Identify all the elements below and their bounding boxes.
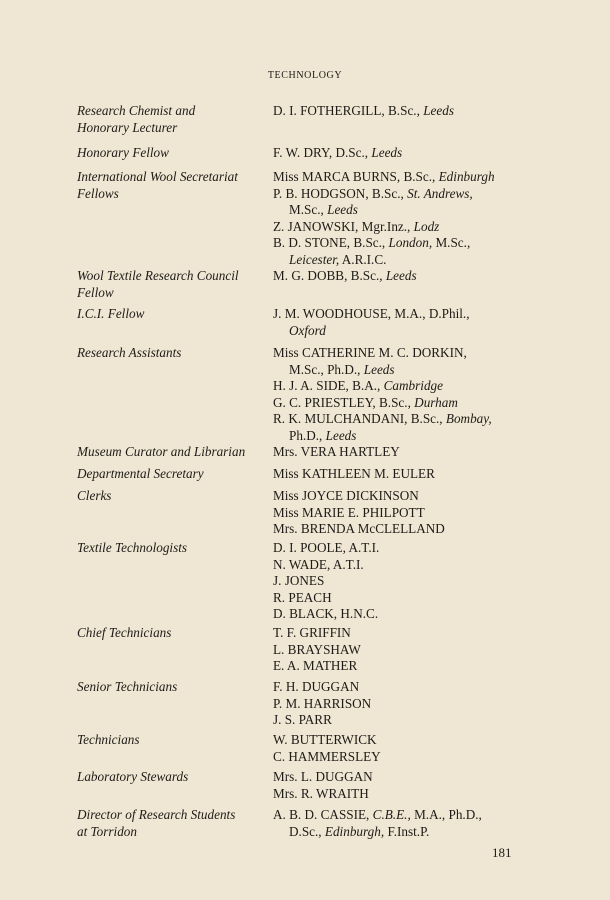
person-line [273,395,528,412]
name-text: R. PEACH [273,589,332,605]
name-text: F. W. DRY, D.Sc., [273,145,372,160]
person-line [273,488,528,505]
place-text: Durham [414,394,458,410]
role-title [77,169,257,202]
person-list [273,807,528,840]
name-text: M.Sc., Ph.D., [289,361,364,377]
person-list [273,169,528,268]
role-line: I.C.I. Fellow [77,306,145,321]
person-line [273,428,528,445]
running-header: TECHNOLOGY [267,70,343,81]
place-text: C.B.E., [372,807,411,822]
name-text: R. K. MULCHANDANI, B.Sc., [273,411,446,426]
name-text: Miss JOYCE DICKINSON [273,488,419,503]
name-text: Miss MARIE E. PHILPOTT [273,504,425,520]
person-line [273,505,528,522]
person-line [273,712,528,729]
person-list [273,625,528,675]
name-text: Mrs. VERA HARTLEY [273,444,400,459]
name-text: B. D. STONE, B.Sc., [273,235,389,250]
person-line [273,557,528,574]
name-text: H. J. A. SIDE, B.A., [273,378,384,393]
person-line [273,732,528,749]
role-line: Clerks [77,488,112,503]
person-line [273,378,528,395]
place-text: St. Andrews, [407,185,473,201]
role-title [77,466,257,483]
name-text: Mrs. L. DUGGAN [273,769,373,784]
role-line: Textile Technologists [77,540,188,555]
role-line: Research Chemist and [77,103,196,118]
person-list [273,488,528,538]
role-line: Chief Technicians [77,625,172,640]
name-text: P. B. HODGSON, B.Sc., [273,185,408,201]
person-list [273,145,528,162]
person-line [273,625,528,642]
person-line [273,345,528,362]
role-title [77,732,257,749]
role-line: Museum Curator and Librarian [77,444,246,459]
person-list [273,732,528,765]
name-text: L. BRAYSHAW [273,641,361,657]
place-text: Leicester, [289,251,340,267]
place-text: Bombay, [445,411,492,426]
person-line [273,590,528,607]
role-title [77,444,257,461]
person-line [273,658,528,675]
person-line [273,807,528,824]
name-text: D.Sc., [289,823,325,839]
person-line [273,466,528,483]
role-line: at Torridon [77,823,137,839]
person-line [273,573,528,590]
place-text: London, [388,235,433,250]
person-line [273,786,528,803]
role-line: Honorary Lecturer [77,119,178,135]
role-line: Fellows [77,185,119,201]
place-text: Oxford [289,322,326,338]
name-text: A.R.I.C. [339,251,387,267]
role-title [77,625,257,642]
name-text: P. M. HARRISON [273,695,372,711]
role-title [77,145,257,162]
person-line [273,521,528,538]
role-title [77,103,257,136]
name-text: Z. JANOWSKI, Mgr.Inz., [273,218,414,234]
name-text: D. I. FOTHERGILL, B.Sc., [273,103,424,118]
person-line [273,103,528,120]
role-title [77,769,257,786]
name-text: Mrs. BRENDA McCLELLAND [273,521,445,536]
person-line [273,749,528,766]
person-line [273,606,528,623]
place-text: Leeds [325,427,357,443]
person-line [273,362,528,379]
name-text: N. WADE, A.T.I. [273,556,364,572]
name-text: M. G. DOBB, B.Sc., [273,268,386,283]
person-line [273,824,528,841]
person-line [273,323,528,340]
person-list [273,679,528,729]
person-list [273,444,528,461]
person-line [273,696,528,713]
place-text: Leeds [371,145,403,160]
name-text: M.Sc., [432,235,471,250]
name-text: Miss KATHLEEN M. EULER [273,466,435,481]
person-line [273,145,528,162]
role-title [77,306,257,323]
place-text: Leeds [423,103,454,118]
role-title [77,807,257,840]
role-line: Honorary Fellow [77,145,169,160]
role-line: Departmental Secretary [77,466,204,481]
name-text: M.Sc., [289,202,328,217]
name-text: M.A., Ph.D., [410,807,482,822]
person-line [273,252,528,269]
person-line [273,169,528,186]
role-title [77,488,257,505]
name-text: F. H. DUGGAN [273,679,360,694]
place-text: Leeds [385,268,417,283]
name-text: J. M. WOODHOUSE, M.A., D.Phil., [273,306,470,321]
name-text: W. BUTTERWICK [273,732,377,747]
place-text: Lodz [413,218,440,234]
person-line [273,202,528,219]
person-line [273,679,528,696]
person-line [273,444,528,461]
name-text: E. A. MATHER [273,658,358,673]
person-list [273,268,528,285]
person-line [273,540,528,557]
person-line [273,186,528,203]
place-text: Edinburgh [438,169,495,184]
name-text: G. C. PRIESTLEY, B.Sc., [273,394,415,410]
place-text: Leeds [327,202,358,217]
person-line [273,769,528,786]
person-line [273,219,528,236]
role-line: Research Assistants [77,345,182,360]
name-text: D. I. POOLE, A.T.I. [273,540,380,555]
person-list [273,540,528,623]
person-line [273,411,528,428]
person-list [273,769,528,802]
person-list [273,345,528,444]
role-title [77,679,257,696]
name-text: A. B. D. CASSIE, [273,807,373,822]
role-line: Wool Textile Research Council [77,268,239,283]
role-line: Senior Technicians [77,679,178,694]
person-line [273,306,528,323]
role-line: Director of Research Students [77,807,236,822]
name-text: T. F. GRIFFIN [273,625,351,640]
person-line [273,235,528,252]
person-list [273,306,528,339]
person-list [273,466,528,483]
role-line: Laboratory Stewards [77,769,189,784]
name-text: J. JONES [273,573,325,588]
person-list [273,103,528,120]
role-line: Fellow [77,284,114,300]
role-line: Technicians [77,732,140,747]
name-text: D. BLACK, H.N.C. [273,606,379,621]
role-title [77,540,257,557]
place-text: Edinburgh, [324,823,385,839]
place-text: Leeds [363,361,395,377]
role-title [77,268,257,301]
person-line [273,268,528,285]
role-line: International Wool Secretariat [77,169,238,184]
name-text: Mrs. R. WRAITH [273,785,369,801]
page-number: 181 [492,845,512,860]
name-text: Ph.D., [289,427,326,443]
name-text: J. S. PARR [273,712,332,727]
name-text: Miss MARCA BURNS, B.Sc., [273,169,439,184]
person-line [273,642,528,659]
name-text: C. HAMMERSLEY [273,748,381,764]
name-text: Miss CATHERINE M. C. DORKIN, [273,345,467,360]
place-text: Cambridge [383,378,443,393]
name-text: F.Inst.P. [384,823,430,839]
role-title [77,345,257,362]
